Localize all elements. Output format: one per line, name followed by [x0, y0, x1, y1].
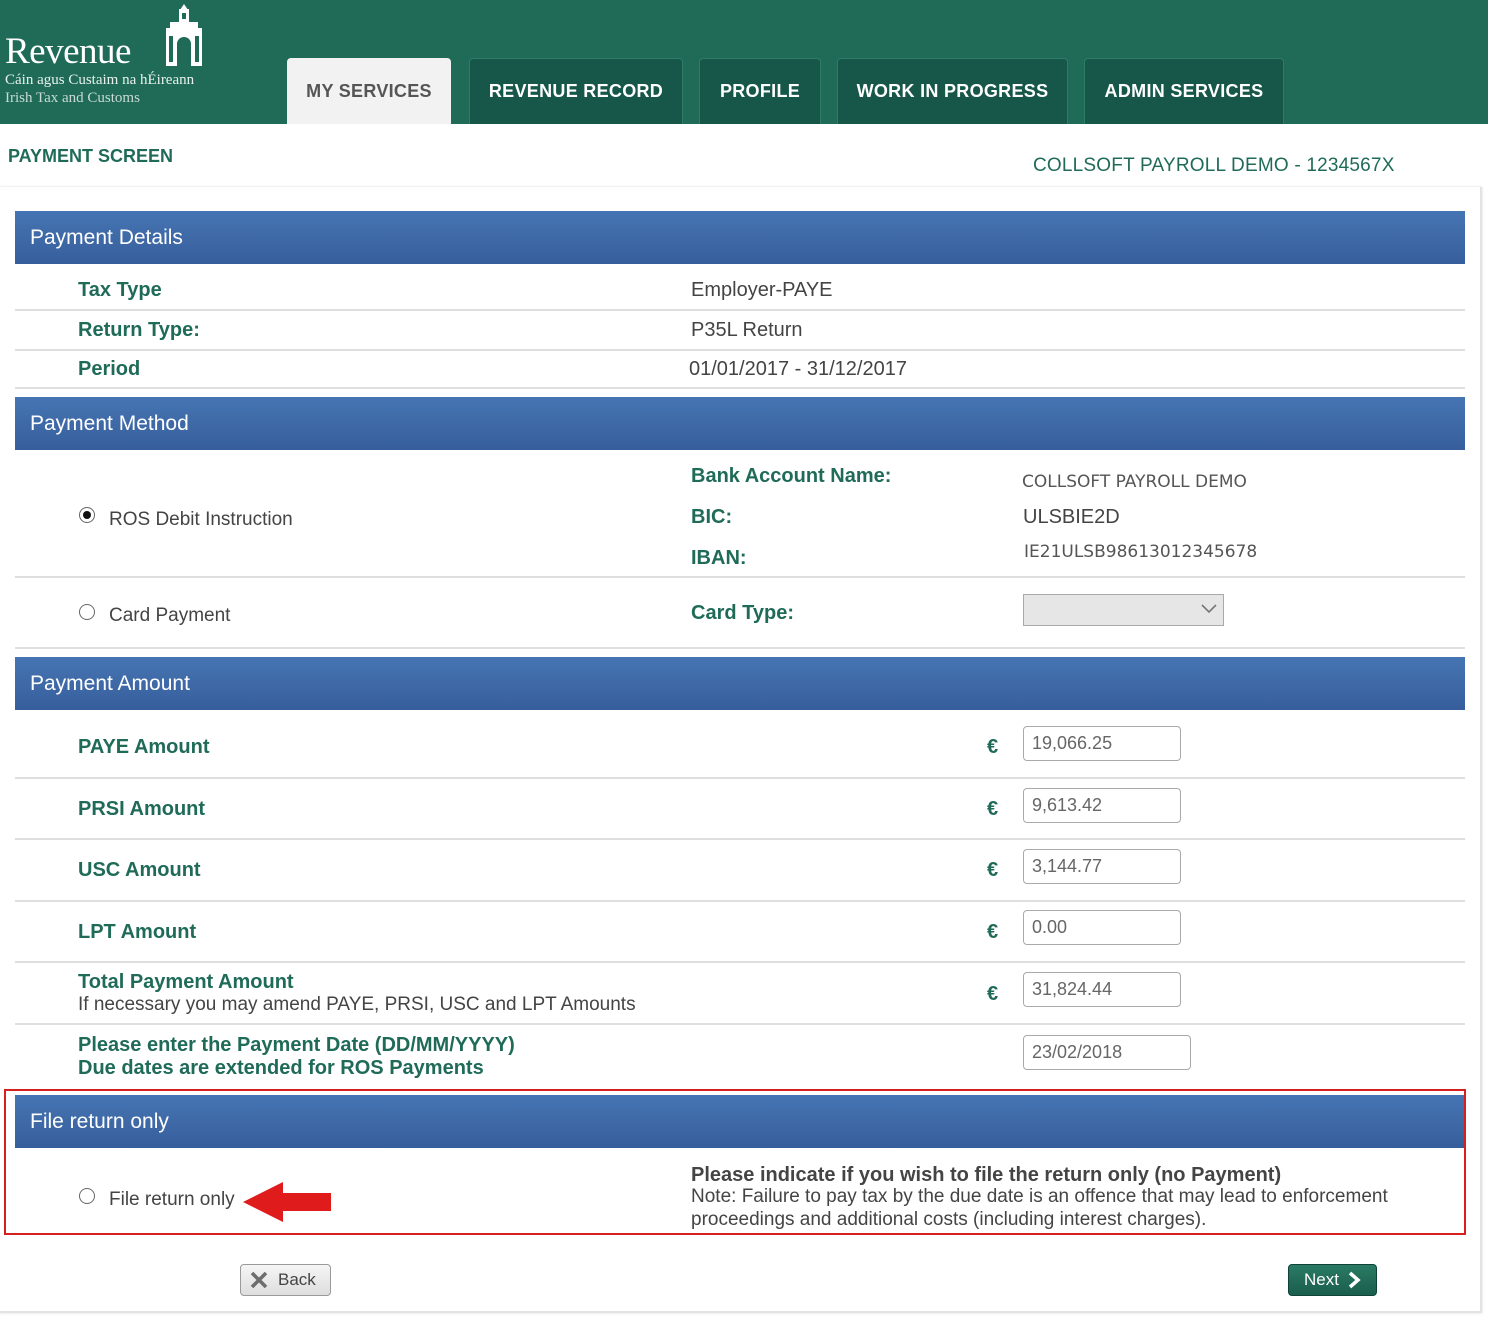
file-return-note-line2: proceedings and additional costs (including interest charges). — [691, 1209, 1207, 1230]
row-divider — [15, 838, 1465, 840]
tab-work-in-progress[interactable]: WORK IN PROGRESS — [837, 58, 1068, 124]
file-return-only-radio[interactable] — [79, 1188, 95, 1204]
section-payment-details: Payment Details — [15, 211, 1465, 264]
red-arrow-icon — [243, 1180, 333, 1229]
return-type-label: Return Type: — [78, 319, 200, 341]
total-payment-input[interactable]: 31,824.44 — [1023, 972, 1181, 1007]
prsi-amount-input[interactable]: 9,613.42 — [1023, 788, 1181, 823]
payment-date-label: Please enter the Payment Date (DD/MM/YYYY) — [78, 1034, 515, 1056]
lpt-amount-input[interactable]: 0.00 — [1023, 910, 1181, 945]
chevron-right-icon — [1347, 1271, 1361, 1289]
tab-admin-services[interactable]: ADMIN SERVICES — [1084, 58, 1284, 124]
return-type-value: P35L Return — [691, 319, 803, 341]
bank-account-name-value: COLLSOFT PAYROLL DEMO — [1022, 472, 1247, 492]
euro-symbol: € — [987, 736, 999, 758]
paye-amount-label: PAYE Amount — [78, 736, 210, 758]
euro-symbol: € — [987, 859, 999, 881]
period-value: 01/01/2017 - 31/12/2017 — [689, 358, 907, 380]
tax-type-label: Tax Type — [78, 279, 162, 301]
file-return-prompt: Please indicate if you wish to file the return only (no Payment) — [691, 1164, 1282, 1186]
account-identifier: COLLSOFT PAYROLL DEMO - 1234567X — [1033, 155, 1395, 176]
tax-type-value: Employer-PAYE — [691, 279, 833, 301]
row-divider — [15, 576, 1465, 578]
top-navigation-bar — [0, 0, 1488, 124]
row-divider — [15, 349, 1465, 351]
page-title: PAYMENT SCREEN — [8, 146, 174, 166]
custom-house-icon — [160, 4, 208, 73]
iban-label: IBAN: — [691, 547, 747, 569]
close-icon — [249, 1270, 269, 1290]
ros-debit-label[interactable]: ROS Debit Instruction — [109, 509, 293, 530]
usc-amount-label: USC Amount — [78, 859, 201, 881]
logo-english-name: Irish Tax and Customs — [5, 90, 140, 106]
total-payment-label: Total Payment Amount — [78, 971, 294, 993]
back-button-label: Back — [278, 1270, 316, 1289]
iban-value: IE21ULSB98613012345678 — [1024, 542, 1258, 562]
payment-date-note: Due dates are extended for ROS Payments — [78, 1057, 484, 1079]
bic-value: ULSBIE2D — [1023, 506, 1120, 528]
tab-revenue-record[interactable]: REVENUE RECORD — [469, 58, 683, 124]
revenue-logo[interactable] — [5, 0, 275, 120]
row-divider — [15, 309, 1465, 311]
chevron-down-icon — [1199, 599, 1219, 624]
euro-symbol: € — [987, 983, 999, 1005]
back-button[interactable] — [240, 1264, 331, 1296]
file-return-note-line1: Note: Failure to pay tax by the due date is an offence that may lead to enforcement — [691, 1186, 1388, 1207]
payment-date-input[interactable]: 23/02/2018 — [1023, 1035, 1191, 1070]
next-button-label: Next — [1304, 1270, 1339, 1289]
section-payment-method: Payment Method — [15, 397, 1465, 450]
row-divider — [15, 777, 1465, 779]
file-return-only-label[interactable]: File return only — [109, 1189, 235, 1210]
card-payment-radio[interactable] — [79, 604, 95, 620]
euro-symbol: € — [987, 921, 999, 943]
ros-debit-radio[interactable] — [79, 507, 95, 523]
row-divider — [15, 1023, 1465, 1025]
bank-account-name-label: Bank Account Name: — [691, 465, 892, 487]
total-payment-note: If necessary you may amend PAYE, PRSI, USC and LPT Amounts — [78, 994, 636, 1015]
card-type-label: Card Type: — [691, 602, 794, 624]
logo-irish-name: Cáin agus Custaim na hÉireann — [5, 72, 195, 88]
tab-profile[interactable]: PROFILE — [699, 58, 821, 124]
bic-label: BIC: — [691, 506, 733, 528]
section-payment-amount: Payment Amount — [15, 657, 1465, 710]
usc-amount-input[interactable]: 3,144.77 — [1023, 849, 1181, 884]
next-button[interactable] — [1288, 1264, 1377, 1296]
period-label: Period — [78, 358, 141, 380]
tab-my-services[interactable]: MY SERVICES — [287, 58, 451, 124]
row-divider — [15, 387, 1465, 389]
logo-wordmark: Revenue — [5, 31, 131, 72]
lpt-amount-label: LPT Amount — [78, 921, 197, 943]
paye-amount-input[interactable]: 19,066.25 — [1023, 726, 1181, 761]
row-divider — [15, 647, 1465, 649]
card-payment-label[interactable]: Card Payment — [109, 605, 231, 626]
row-divider — [15, 900, 1465, 902]
euro-symbol: € — [987, 798, 999, 820]
prsi-amount-label: PRSI Amount — [78, 798, 206, 820]
section-file-return-only: File return only — [15, 1095, 1465, 1148]
card-type-select[interactable] — [1023, 594, 1224, 626]
row-divider — [15, 961, 1465, 963]
